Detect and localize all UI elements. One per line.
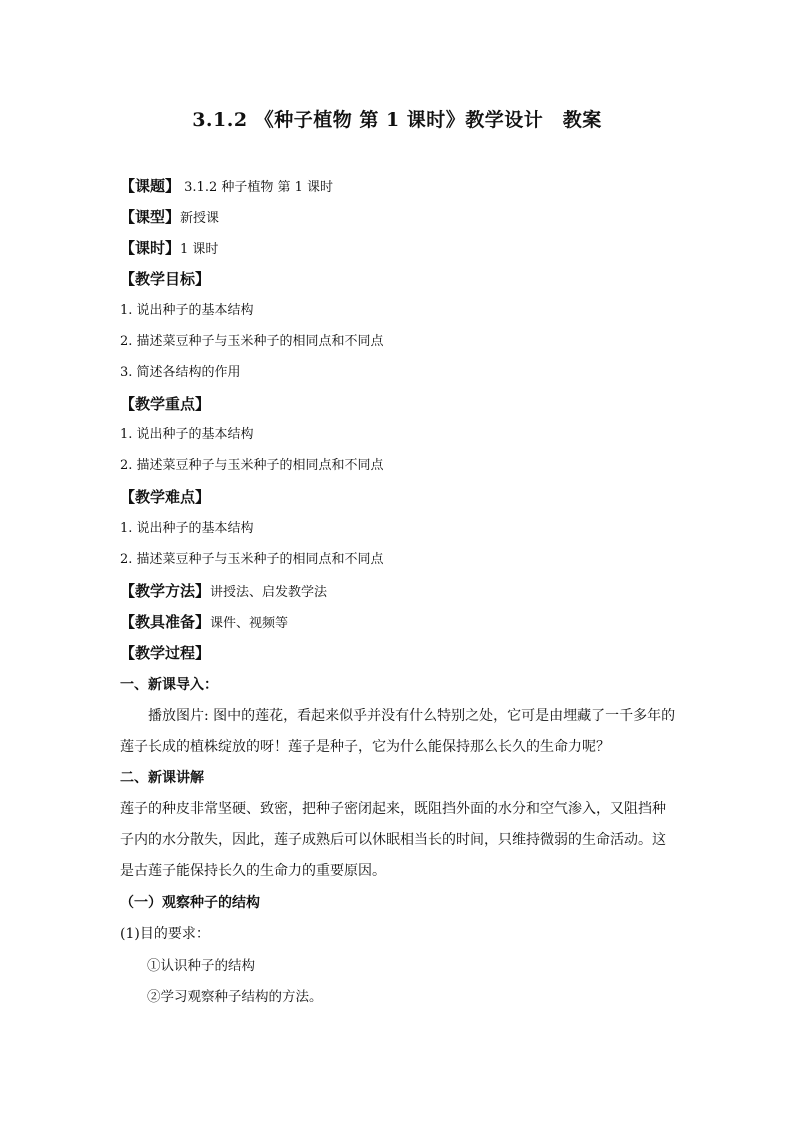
purpose-item: ①认识种子的结构 [147, 958, 255, 974]
key-point-item: 2. 描述菜豆种子与玉米种子的相同点和不同点 [120, 458, 384, 473]
difficulty-item: 1. 说出种子的基本结构 [120, 521, 254, 536]
difficulties-heading: 【教学难点】 [120, 488, 211, 506]
document-title: 3.1.2 《种子植物 第 1 课时》教学设计 教案 [192, 109, 602, 131]
section1-heading: （一）观察种子的结构 [120, 895, 260, 911]
type-value: 新授课 [180, 211, 220, 226]
goals-heading: 【教学目标】 [120, 270, 211, 288]
key-points-heading: 【教学重点】 [120, 395, 211, 413]
method-value: 讲授法、启发教学法 [210, 585, 328, 600]
hours-row [120, 238, 680, 260]
type-row [120, 207, 680, 229]
topic-label: 【课题】 [120, 177, 181, 195]
topic-value: 3.1.2 种子植物 第 1 课时 [180, 180, 334, 195]
hours-label: 【课时】 [120, 239, 181, 257]
method-row [120, 581, 680, 603]
goal-item: 2. 描述菜豆种子与玉米种子的相同点和不同点 [120, 334, 384, 349]
topic-row [120, 176, 680, 198]
process-heading: 【教学过程】 [120, 644, 211, 662]
tools-value: 课件、视频等 [210, 616, 289, 631]
intro-paragraph: 播放图片: 图中的莲花，看起来似乎并没有什么特别之处，它可是由埋藏了一千多年的莲子长成的植株绽放的呀！莲子是种子，它为什么能保持那么长久的生命力呢？ [120, 708, 676, 755]
method-label: 【教学方法】 [120, 582, 211, 600]
key-point-item: 1. 说出种子的基本结构 [120, 427, 254, 442]
hours-value: 1 课时 [180, 242, 219, 257]
lesson-paragraph: 莲子的种皮非常坚硬、致密，把种子密闭起来，既阻挡外面的水分和空气渗入，又阻挡种子内的水分散失，因此，莲子成熟后可以休眠相当长的时间，只维持微弱的生命活动。这是古莲子能保持长久的生命力的重要原因。 [120, 801, 666, 879]
goal-item: 1. 说出种子的基本结构 [120, 303, 254, 318]
purpose-item: ②学习观察种子结构的方法。 [147, 989, 323, 1005]
tools-label: 【教具准备】 [120, 613, 211, 631]
lesson-heading: 二、新课讲解 [120, 770, 204, 786]
purpose-label: (1)目的要求： [120, 926, 210, 942]
goal-item: 3. 简述各结构的作用 [120, 365, 241, 380]
intro-heading: 一、新课导入： [120, 677, 218, 693]
difficulty-item: 2. 描述菜豆种子与玉米种子的相同点和不同点 [120, 552, 384, 567]
tools-row [120, 612, 680, 634]
type-label: 【课型】 [120, 208, 181, 226]
